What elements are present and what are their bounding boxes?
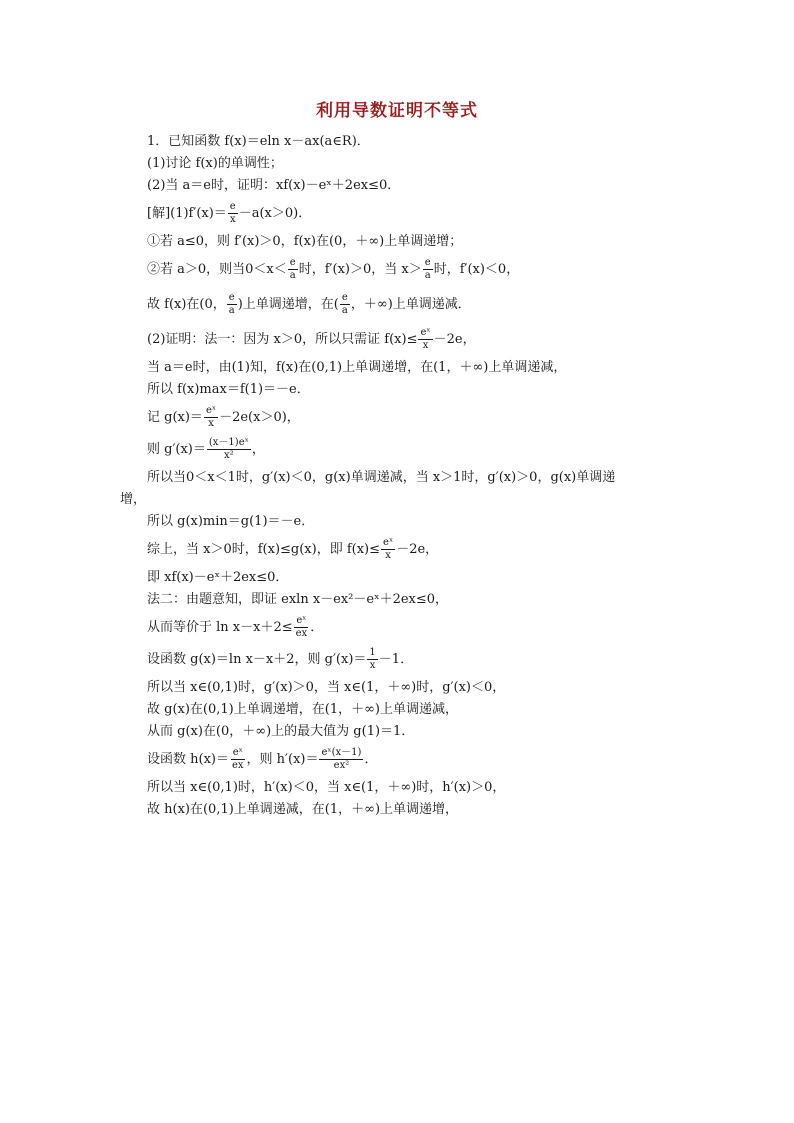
text-line: 当 a＝e时，由(1)知，f(x)在(0,1)上单调递增，在(1，＋∞)上单调递减， bbox=[147, 360, 567, 375]
text-line: 所以 f(x)max＝f(1)＝－e． bbox=[147, 382, 310, 397]
text-line: 所以当0＜x＜1时，g′(x)＜0，g(x)单调递减，当 x＞1时，g′(x)＞0，g(x)单调递 bbox=[147, 470, 616, 485]
fraction: $\frac{e}{a}$ bbox=[341, 292, 348, 316]
text-line: 所以当 x∈(0,1)时，g′(x)＞0，当 x∈(1，＋∞)时，g′(x)＜0， bbox=[147, 680, 506, 695]
fraction: $\frac{\text{eˣ(x－1)}}{\text{ex²}}$ bbox=[321, 747, 362, 771]
text-line: 故 h(x)在(0,1)上单调递减，在(1，＋∞)上单调递增， bbox=[147, 802, 459, 817]
text-line: 故 g(x)在(0,1)上单调递增，在(1，＋∞)上单调递减， bbox=[147, 702, 458, 717]
text-line: 设函数 g(x)＝ln x－x＋2，则 g′(x)＝ $\frac{1}{x}$ －1． bbox=[147, 647, 414, 671]
text-line: 设函数 h(x)＝ $\frac{\text{eˣ}}{ex}$ ，则 h′(x)＝ $\frac{\text{eˣ(x－1)}}{\text{ex²}}$ ． bbox=[147, 747, 378, 771]
text-line: [解](1)f′(x)＝ $\frac{e}{x}$ －a(x＞0)． bbox=[147, 201, 312, 225]
text-line: 综上，当 x＞0时，f(x)≤g(x)，即 f(x)≤ $\frac{\text{eˣ}}{x}$ －2e， bbox=[147, 537, 439, 561]
text-line: ②若 a＞0，则当0＜x＜ $\frac{e}{a}$ 时，f′(x)＞0，当 x＞ $\frac{e}{a}$ 时，f′(x)＜0， bbox=[147, 257, 520, 281]
text-line: 1．已知函数 f(x)＝eln x－ax(a∈R)． bbox=[147, 134, 370, 149]
fraction: $\frac{\text{eˣ}}{ex}$ bbox=[231, 747, 244, 771]
document-body bbox=[120, 131, 674, 821]
fraction: $\frac{e}{a}$ bbox=[228, 292, 235, 316]
text-line: 所以当 x∈(0,1)时，h′(x)＜0，当 x∈(1，＋∞)时，h′(x)＞0， bbox=[147, 780, 506, 795]
text-line: 从而 g(x)在(0，＋∞)上的最大值为 g(1)＝1． bbox=[147, 724, 415, 739]
fraction: $\frac{1}{x}$ bbox=[369, 647, 376, 671]
fraction: $\frac{e}{a}$ bbox=[289, 257, 296, 281]
text-line: (2)证明：法一：因为 x＞0，所以只需证 f(x)≤ $\frac{\text{eˣ}}{x}$ －2e， bbox=[147, 327, 476, 351]
text-line: 则 g′(x)＝ $\frac{\text{(x－1)eˣ}}{\text{x²}}$ ， bbox=[147, 437, 265, 461]
fraction: $\frac{\text{eˣ}}{ex}$ bbox=[295, 615, 308, 639]
text-line: ①若 a≤0，则 f′(x)＞0，f(x)在(0，＋∞)上单调递增； bbox=[147, 234, 463, 249]
text-line: 故 f(x)在(0， $\frac{e}{a}$ )上单调递增，在( $\frac{e}{a}$ ，＋∞)上单调递减． bbox=[147, 292, 471, 316]
text-line: (1)讨论 f(x)的单调性； bbox=[147, 156, 283, 171]
text-line: 即 xf(x)－eˣ＋2ex≤0． bbox=[147, 570, 289, 585]
text-line: 记 g(x)＝ $\frac{\text{eˣ}}{x}$ －2e(x＞0)， bbox=[147, 405, 300, 429]
text-line: 法二：由题意知，即证 exln x－ex²－eˣ＋2ex≤0， bbox=[147, 592, 449, 607]
fraction: $\frac{\text{eˣ}}{x}$ bbox=[205, 405, 217, 429]
document-title: 利用导数证明不等式 bbox=[316, 101, 478, 121]
text-line: 所以 g(x)min＝g(1)＝－e． bbox=[147, 514, 315, 529]
fraction: $\frac{\text{eˣ}}{x}$ bbox=[420, 327, 431, 351]
text-line: 增， bbox=[120, 492, 147, 507]
fraction: $\frac{\text{(x－1)eˣ}}{\text{x²}}$ bbox=[208, 437, 249, 461]
fraction: $\frac{e}{a}$ bbox=[424, 257, 431, 281]
text-line: 从而等价于 ln x－x＋2≤ $\frac{\text{eˣ}}{ex}$ ． bbox=[147, 615, 324, 639]
fraction: $\frac{\text{eˣ}}{x}$ bbox=[383, 537, 394, 561]
fraction: $\frac{e}{x}$ bbox=[229, 201, 236, 225]
text-line: (2)当 a＝e时，证明：xf(x)－eˣ＋2ex≤0． bbox=[147, 178, 401, 193]
